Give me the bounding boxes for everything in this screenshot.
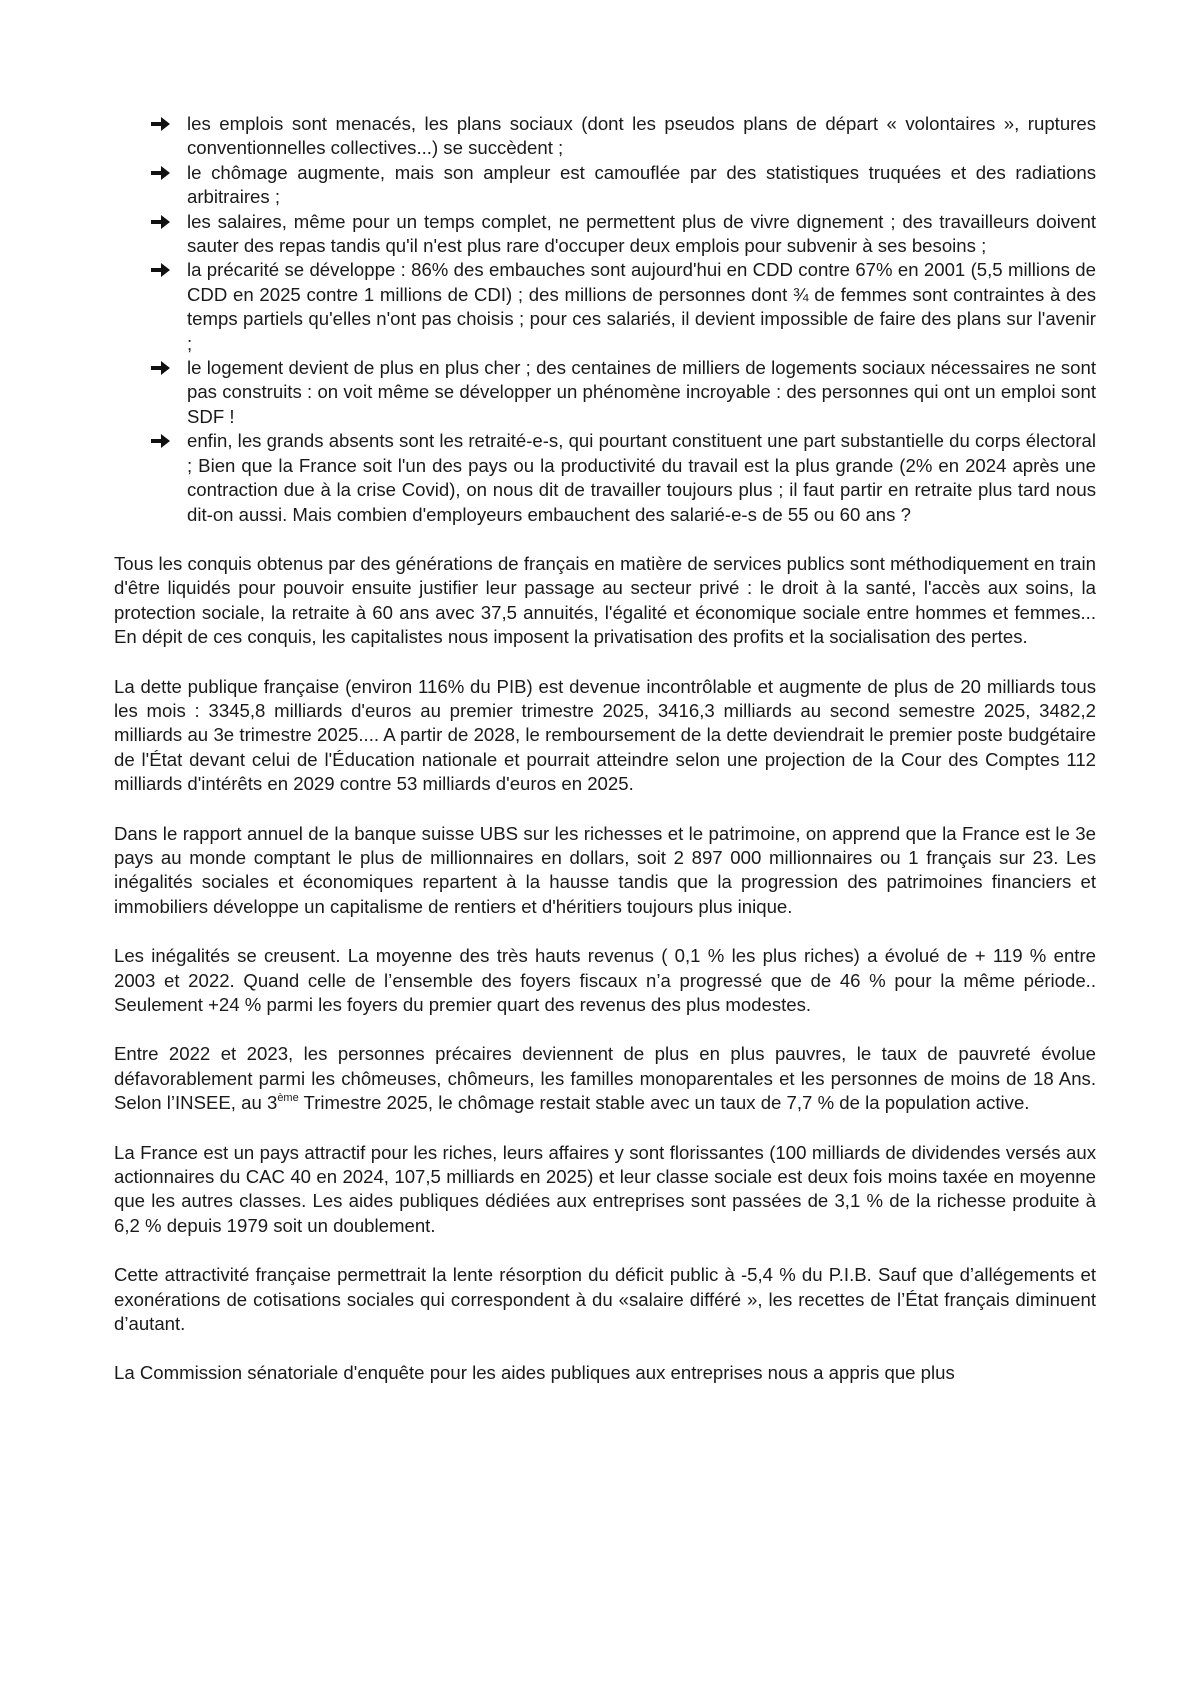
list-item — [114, 429, 1096, 527]
paragraph-inegalites: Les inégalités se creusent. La moyenne des très hauts revenus ( 0,1 % les plus riches) a évolué de + 119 % entre 2003 et 2022. Quand celle de l’ensemble des foyers fiscaux n’a progressé que de 46 % pour la même période.. Seulement +24 % parmi les foyers du premier quart des revenus des plus modestes. — [114, 945, 1096, 1015]
list-item — [114, 112, 1096, 161]
bullet-text: les salaires, même pour un temps complet, ne permettent plus de vivre dignement ; des travailleurs doivent sauter des repas tandis qu'il n'est plus rare d'occuper deux emplois pour subvenir à ses besoins ; — [187, 210, 1096, 257]
paragraph-conquis: Tous les conquis obtenus par des générations de français en matière de services publics sont méthodiquement en train d'être liquidés pour pouvoir ensuite justifier leur passage au secteur privé : le droit à la santé, l'accès aux soins, la protection sociale, la retraite à 60 ans avec 37,5 annuités, l'égalité et économique sociale entre hommes et femmes... En dépit de ces conquis, les capitalistes nous imposent la privatisation des profits et la socialisation des pertes. — [114, 552, 1096, 648]
right-arrow-icon — [150, 164, 172, 182]
bullet-text: les emplois sont menacés, les plans sociaux (dont les pseudos plans de départ « volontaires », ruptures conventionnelles collectives...) se succèdent ; — [187, 113, 1096, 159]
bullet-text: le chômage augmente, mais son ampleur est camouflée par des statistiques truquées et des radiations arbitraires ; — [187, 161, 1096, 208]
bullet-text: enfin, les grands absents sont les retraité-e-s, qui pourtant constituent une part substantielle du corps électoral ; Bien que la France soit l'un des pays ou la productivité du travail est la plus grande (2% en 2024 après une contraction due à la crise Covid), on nous dit de travailler toujours plus ; il faut partir en retraite plus tard nous dit-on aussi. Mais combien d'employeurs embauchent des salarié-e-s de 55 ou 60 ans ? — [187, 430, 1096, 525]
document-body — [114, 112, 1096, 1386]
arrow-bullet-list — [114, 112, 1096, 527]
list-item — [114, 356, 1096, 429]
right-arrow-icon — [150, 115, 172, 133]
right-arrow-icon — [150, 213, 172, 231]
paragraph-commission-senatoriale: La Commission sénatoriale d'enquête pour les aides publiques aux entreprises nous a appris que plus — [114, 1362, 955, 1384]
paragraph-rapport-ubs: Dans le rapport annuel de la banque suisse UBS sur les richesses et le patrimoine, on apprend que la France est le 3e pays au monde comptant le plus de millionnaires en dollars, soit 2 897 000 millionnaires ou 1 français sur 23. Les inégalités sociales et économiques repartent à la hausse tandis que la progression des patrimoines financiers et immobiliers développe un capitalisme de rentiers et d'héritiers toujours plus inique. — [114, 822, 1096, 917]
right-arrow-icon — [150, 359, 172, 377]
paragraph-deficit-public: Cette attractivité française permettrait la lente résorption du déficit public à -5,4 % du P.I.B. Sauf que d’allégements et exonérations de cotisations sociales qui correspondent à du «salaire différé », les recettes de l’État français diminuent d’autant. — [114, 1264, 1096, 1335]
list-item — [114, 161, 1096, 210]
paragraph-dette-publique: La dette publique française (environ 116% du PIB) est devenue incontrôlable et augmente de plus de 20 milliards tous les mois : 3345,8 milliards d'euros au premier trimestre 2025, 3416,3 milliards au second semestre 2025, 3482,2 milliards au 3e trimestre 2025.... A partir de 2028, le remboursement de la dette deviendrait le premier poste budgétaire de l'État devant celui de l'Éducation nationale et pourrait atteindre selon une projection de la Cour des Comptes 112 milliards d'intérêts en 2029 contre 53 milliards d'euros en 2025. — [114, 675, 1096, 795]
list-item — [114, 210, 1096, 259]
bullet-text: le logement devient de plus en plus cher ; des centaines de milliers de logements sociaux nécessaires ne sont pas construits : on voit même se développer un phénomène incroyable : des personnes qui ont un emploi sont SDF ! — [187, 357, 1096, 427]
bullet-text: la précarité se développe : 86% des embauches sont aujourd'hui en CDD contre 67% en 2001 (5,5 millions de CDD en 2025 contre 1 millions de CDI) ; des millions de personnes dont ¾ de femmes sont contraintes à des temps partiels qu'elles n'ont pas choisis ; pour ces salariés, il devient impossible de faire des plans sur l'avenir ; — [187, 259, 1096, 354]
paragraph-pauvrete-text-a: Entre 2022 et 2023, les personnes précaires deviennent de plus en plus pauvres, le taux de pauvreté évolue défavorablement parmi les chômeuses, chômeurs, les familles monoparentales et les personnes de moins de 18 Ans. Selon l’INSEE, au 3 — [114, 1043, 1096, 1114]
right-arrow-icon — [150, 261, 172, 279]
paragraph-attractivite-riches: La France est un pays attractif pour les riches, leurs affaires y sont florissantes (100 milliards de dividendes versés aux actionnaires du CAC 40 en 2024, 107,5 milliards en 2025) et leur classe sociale est deux fois moins taxée en moyenne que les autres classes. Les aides publiques dédiées aux entreprises sont passées de 3,1 % de la richesse produite à 6,2 % depuis 1979 soit un doublement. — [114, 1141, 1096, 1236]
list-item — [114, 258, 1096, 356]
ordinal-superscript: ème — [277, 1092, 299, 1105]
paragraph-pauvrete-text-b: Trimestre 2025, le chômage restait stable avec un taux de 7,7 % de la population active. — [298, 1092, 1030, 1114]
paragraph-pauvrete — [114, 1042, 1096, 1115]
right-arrow-icon — [150, 432, 172, 450]
